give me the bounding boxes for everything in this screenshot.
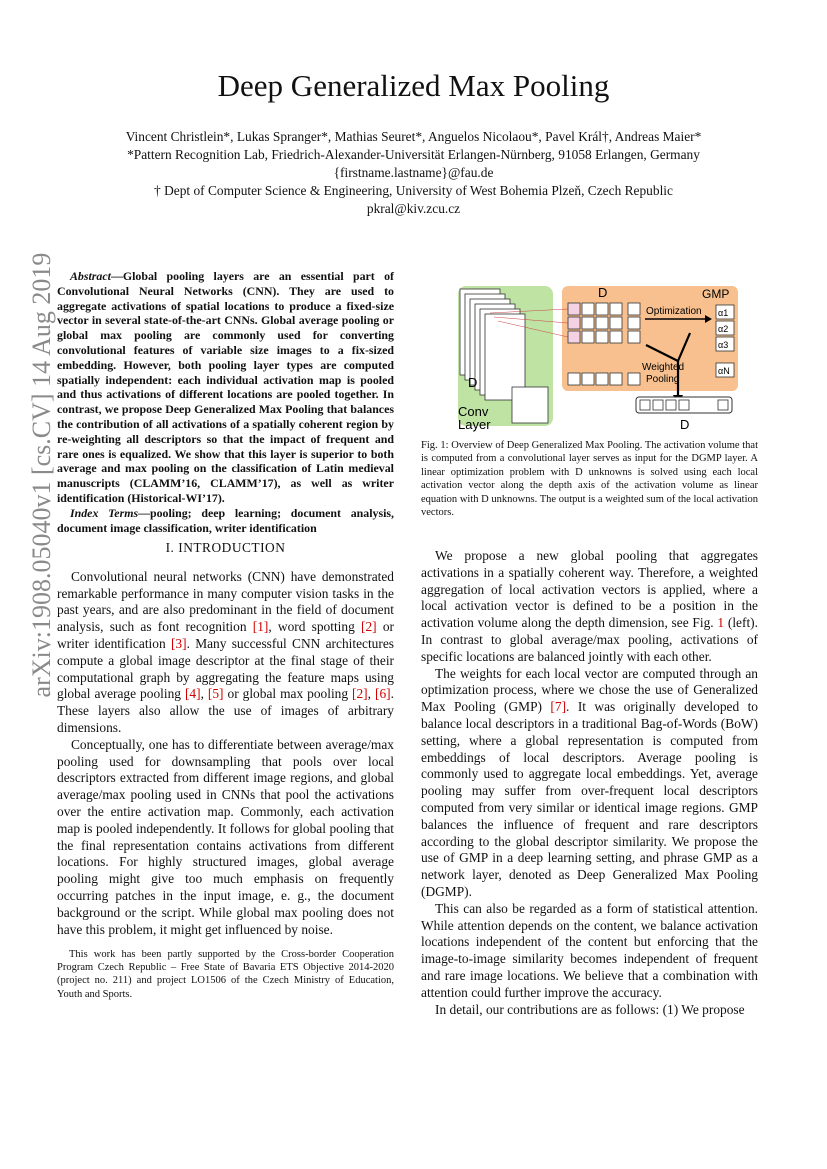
index-terms-text: —pooling; deep learning; document analysis, document image classification, writer identification [57,505,394,535]
layer-label: Layer [458,417,491,432]
email-1: {firstname.lastname}@fau.de [333,165,494,180]
affiliation-1: *Pattern Recognition Lab, Friedrich-Alexander-Universität Erlangen-Nürnberg, 91058 Erlangen, Germany [127,147,700,162]
dgmp-figure [450,283,755,433]
paper-title: Deep Generalized Max Pooling [217,68,610,103]
affiliation-2: † Dept of Computer Science & Engineering, University of West Bohemia Plzeň, Czech Republic [154,183,673,198]
citation-link[interactable]: [3] [170,635,187,651]
introduction-left [57,540,394,938]
citation-link[interactable]: [1] [252,619,269,635]
weighted-label: Weighted [642,362,685,373]
conv-label: Conv [458,404,489,419]
email-2: pkral@kiv.zcu.cz [366,201,461,216]
alpha-2: α2 [718,324,729,334]
footnote-text: This work has been partly supported by the Cross-border Cooperation Program Czech Republic – Free State of Bavaria ETS Objective 2014-2020 (project no. 211) and project LO1506 of the Czech Ministry of Education, Youth and Sports. [57,949,394,1000]
citation-link[interactable]: [7] [550,699,567,715]
intro-paragraph-1: Convolutional neural networks (CNN) have demonstrated remarkable performance in many computer vision tasks in the past years, and are also predominant in the field of document analysis, such as font recognition [1], word spotting [2] or writer identification [3]. Many successful CNN architectures compute a global image descriptor at the final stage of their computational graph by aggregating the feature maps using global average pooling [4], [5] or global max pooling [2], [6]. These layers also allow the use of images of arbitrary dimensions. [57,568,394,735]
citation-link[interactable]: [5] [207,686,224,702]
depth-label-side: D [468,375,478,390]
citation-link[interactable]: [6] [374,686,391,702]
depth-label-bottom: D [680,417,690,432]
abstract-text: —Global pooling layers are an essential part of Convolutional Neural Networks (CNN). They are used to aggregate activations of spatial locations to produce a fixed-size vector in several state-of-the-art CNNs. Global average pooling or global max pooling are commonly used for converting convolutional features of variable size images to a fix-sized embedding. However, both pooling layer types are computed spatially independent: each individual activation map is pooled and thus activations of different locations are pooled together. In contrast, we propose Deep Generalized Max Pooling that balances the contribution of all activations of a spatially coherent region by re-weighting all descriptors so that the impact of frequent and rare ones is equalized. We show that this layer is superior to both average and max pooling on the classification of Latin medieval manuscripts (CLAMM’16, CLAMM’17), as well as writer identification (Historical-WI’17). [57,269,394,505]
alpha-n: αN [718,366,730,376]
abstract-block [57,269,394,535]
arxiv-side-label: arXiv:1908.05040v1 [cs.CV] 14 Aug 2019 [27,252,56,698]
pooling-label: Pooling [646,374,680,385]
abstract-label: Abstract [70,269,111,283]
intro-paragraph-4: The weights for each local vector are computed through an optimization process, where we chose the use of Generalized Max Pooling (GMP) [7]. It was originally developed to balance local descriptors in a traditional Bag-of-Words (BoW) setting, where a global representation is computed from embeddings of local descriptors. Average pooling is commonly used to aggregate local embeddings. Yet, average pooling may suffer from over-frequent local descriptors computed from very similar or identical image regions. GMP balances the influence of frequent and rare descriptors according to the global descriptor similarity. We propose the use of GMP in a deep learning setting, and phrase GMP as a network layer, denoted as Deep Generalized Max Pooling (DGMP). [421,665,758,899]
intro-paragraph-5: This can also be regarded as a form of statistical attention. While attention depends on the content, we balance activation locations independent of the content but enforcing that the image-to-image similarity becomes independent of frequent and rare image locations. We believe that a combination with attention could further improve the accuracy. [421,900,758,1000]
figure-caption: Fig. 1: Overview of Deep Generalized Max Pooling. The activation volume that is computed from a convolutional layer serves as input for the DGMP layer. A linear optimization problem with D unknowns is solved using each local activation vector along the depth axis of the activation volume as linear equation with D unknowns. The output is a weighted sum of the local activation vectors. [421,440,758,519]
alpha-3: α3 [718,340,729,350]
citation-link[interactable]: [2] [361,619,377,635]
gmp-label: GMP [702,287,730,301]
index-terms-label: Index Terms [70,505,139,520]
introduction-right [421,548,758,1018]
citation-link[interactable]: [2] [352,686,368,702]
figure-reference-link[interactable]: 1 [717,615,725,631]
footnote [57,948,394,1001]
optimization-label: Optimization [646,306,702,317]
intro-paragraph-3: We propose a new global pooling that aggregates activations in a spatially coherent way. Therefore, a weighted aggregation of local activation vectors is applied, where a local activation vector is defined to be a position in the activation volume along the depth dimension, see Fig. 1 (left). In contrast to global average/max pooling, activations of specific locations are balanced jointly with each other. [421,548,758,664]
alpha-1: α1 [718,308,729,318]
section-heading: I. INTRODUCTION [165,540,286,555]
intro-paragraph-2: Conceptually, one has to differentiate between average/max pooling used for downsampling that pools over local descriptors extracted from different image regions, and global average/max pooling used in CNNs that pool the activations over the entire activation map. Commonly, each activation map is pooled independently. It follows for global pooling that the final representation contains activations from different locations. For highly structured images, global average pooling might give too much emphasis on frequently occurring patches in the input image, e. g., the document background or the script. While global max pooling does not have this problem, it might get influenced by noise. [57,736,394,937]
citation-link[interactable]: [4] [184,686,201,702]
depth-label-top: D [598,285,608,300]
intro-paragraph-6: In detail, our contributions are as follows: (1) We propose [435,1001,745,1017]
author-list: Vincent Christlein*, Lukas Spranger*, Mathias Seuret*, Anguelos Nicolaou*, Pavel Král†, Andreas Maier* [125,129,702,144]
